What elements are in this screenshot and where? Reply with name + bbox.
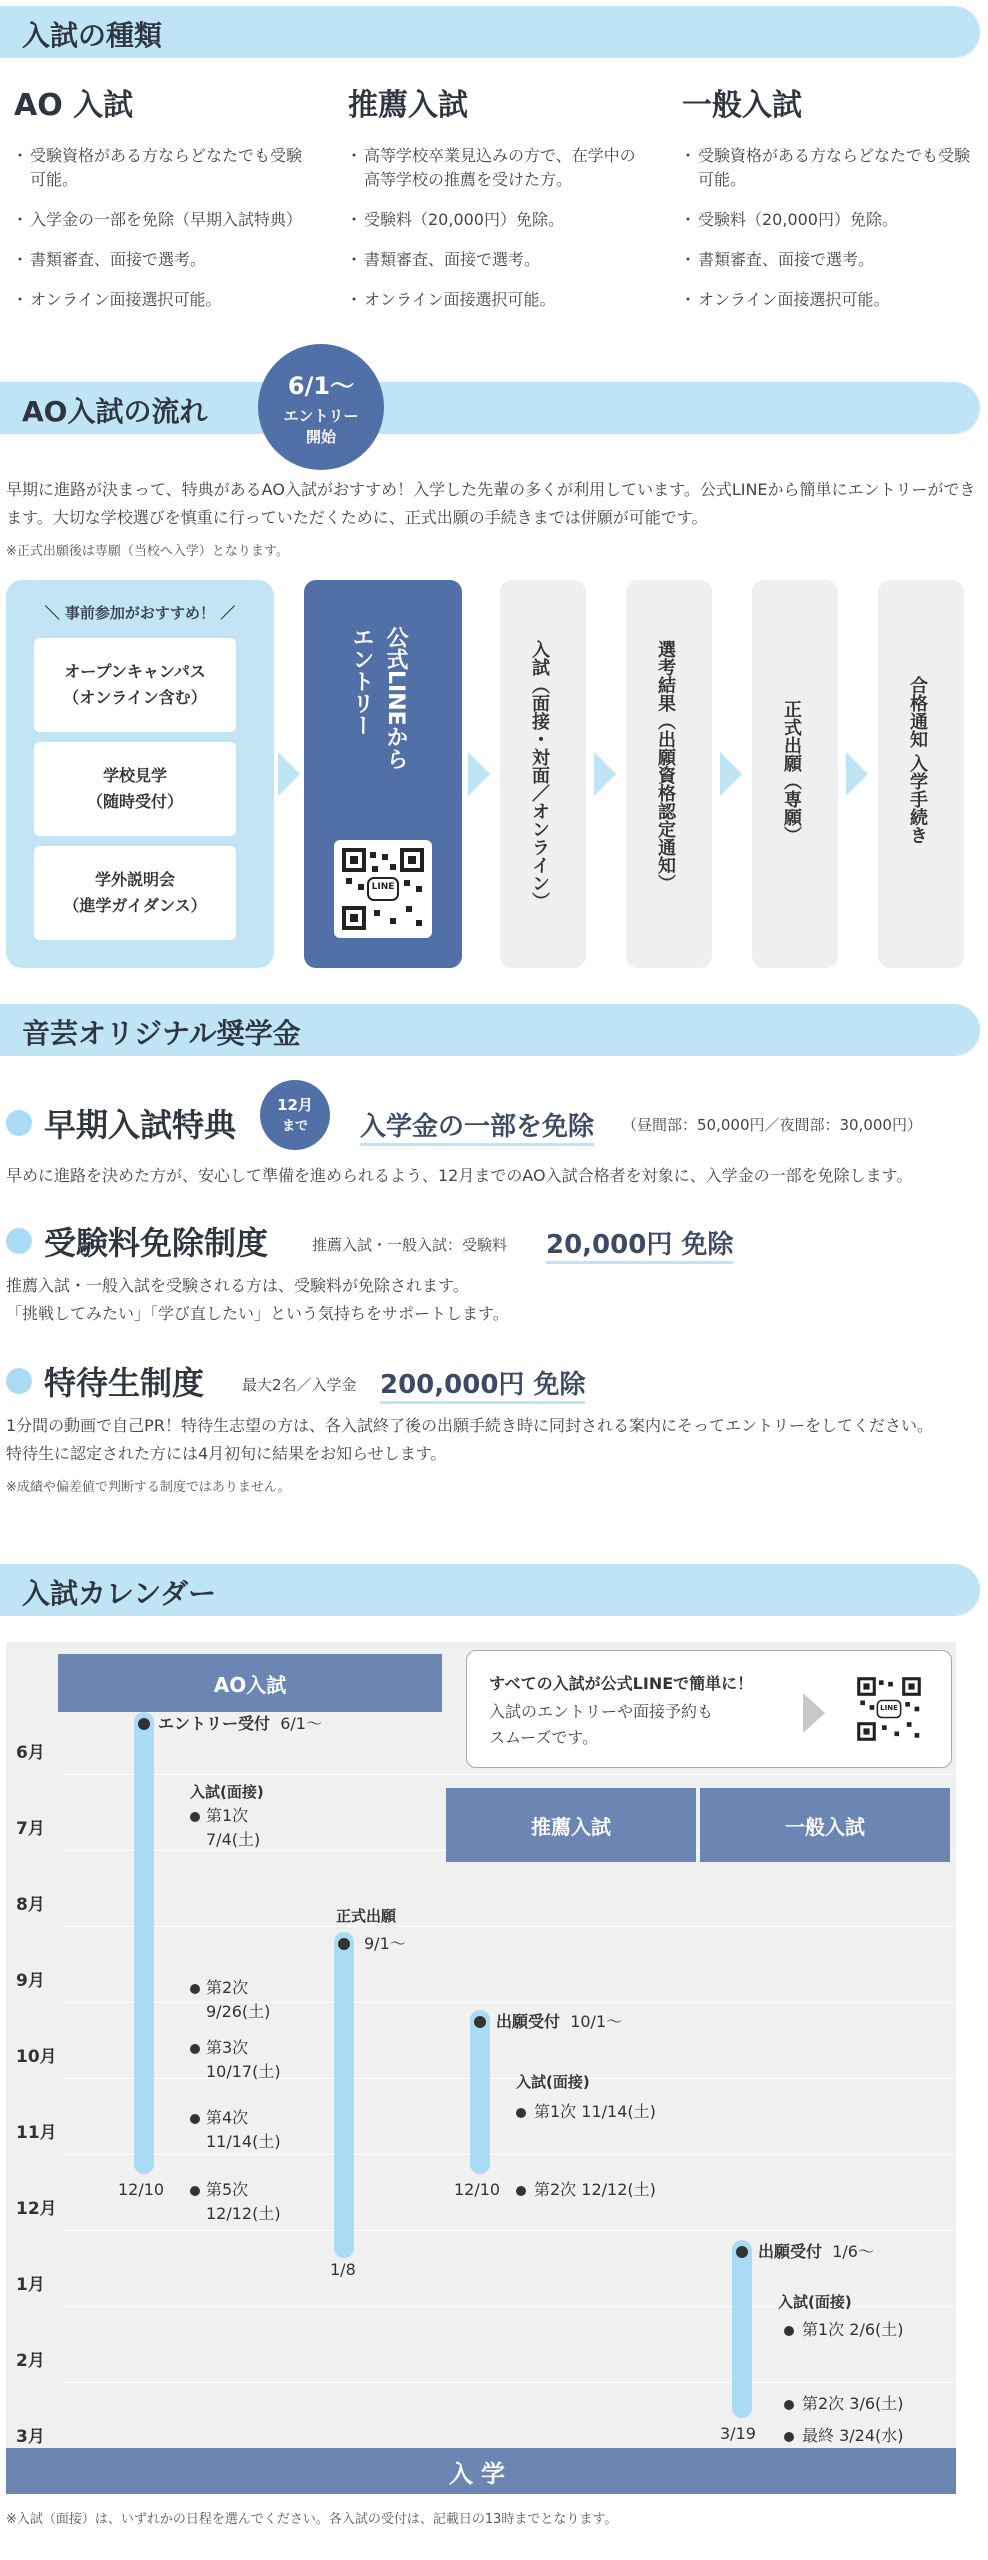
suisen-round2: 第2次 12/12(土) <box>534 2180 656 2199</box>
special-student-desc: 1分間の動画で自己PR！特待生志望の方は、各入試終了後の出願手続き時に同封される案内にそってエントリーをしてください。 <box>6 1416 933 1435</box>
step-acceptance-label: 合格通知 入学手続き <box>907 676 928 845</box>
ao-formal-dot <box>338 1938 350 1950</box>
column-header-ippan: 一般入試 <box>700 1788 950 1862</box>
suisen-round1: 第1次 11/14(土) <box>534 2102 656 2121</box>
ao-round-date: 11/14(土) <box>206 2132 281 2151</box>
grid-line <box>64 2002 954 2003</box>
flow-arrow-icon <box>468 752 490 796</box>
ao-formal-end: 1/8 <box>330 2260 356 2279</box>
type-suisen-item: ・ 書類審査、面接で選考。 <box>348 248 648 272</box>
step-result <box>626 580 712 968</box>
ippan-interview-label: 入試(面接) <box>778 2293 852 2311</box>
ippan-apply-date: 1/6～ <box>832 2242 874 2261</box>
type-suisen-item: ・ 高等学校卒業見込みの方で、在学中の高等学校の推薦を受けた方。 <box>348 144 648 192</box>
column-header-ao: AO入試 <box>58 1654 442 1712</box>
month-label: 10月 <box>16 2047 57 2067</box>
ao-formal-start: 9/1～ <box>364 1934 406 1953</box>
type-suisen-item: ・ 受験料（20,000円）免除。 <box>348 208 648 232</box>
ippan-end: 3/19 <box>720 2424 756 2443</box>
line-note-text2: 入試のエントリーや面接予約も <box>489 1702 714 1721</box>
fee-waiver-desc2: 「挑戦してみたい」「学び直したい」という気持ちをサポートします。 <box>6 1304 509 1323</box>
type-ippan-item: ・ 受験料（20,000円）免除。 <box>682 208 982 232</box>
month-label: 12月 <box>16 2199 57 2219</box>
special-student-sub: 最大2名／入学金 <box>242 1376 357 1394</box>
entry-start-label2: 開始 <box>305 428 336 446</box>
ippan-round2: 第2次 3/6(土) <box>802 2394 904 2413</box>
ao-interview-label: 入試(面接) <box>190 1783 264 1801</box>
flow-arrow-icon <box>594 752 616 796</box>
month-label: 8月 <box>16 1895 45 1915</box>
ao-formal-bar <box>334 1932 354 2258</box>
ao-entry-label <box>158 1712 322 1736</box>
flow-arrow-icon <box>846 752 868 796</box>
column-header-suisen: 推薦入試 <box>446 1788 696 1862</box>
line-qr-code[interactable] <box>334 840 432 938</box>
special-student-desc2: 特待生に認定された方には4月初旬に結果をお知らせします。 <box>6 1444 447 1463</box>
grid-line <box>64 2230 954 2231</box>
scholarship-title: 音芸オリジナル奨学金 <box>22 1017 301 1050</box>
suisen-apply-label <box>496 2010 622 2034</box>
type-suisen-item: ・ オンライン面接選択可能。 <box>348 288 648 312</box>
month-label: 9月 <box>16 1971 45 1991</box>
early-benefit-desc: 早めに進路を決めた方が、安心して準備を進められるよう、12月までのAO入試合格者を対象に、入学金の一部を免除します。 <box>6 1166 913 1185</box>
ippan-round3: 最終 3/24(水) <box>802 2426 904 2445</box>
special-student-title: 特待生制度 <box>44 1364 205 1402</box>
ao-round-date: 12/12(土) <box>206 2204 281 2223</box>
month-label: 2月 <box>16 2351 45 2371</box>
flow-note: ※正式出願後は専願（当校へ入学）となります。 <box>6 544 289 559</box>
entry-start-label: エントリー <box>283 407 359 425</box>
ippan-round-dot <box>784 2326 794 2336</box>
grid-line <box>64 2154 954 2155</box>
line-note-box[interactable] <box>466 1650 952 1768</box>
early-benefit-title: 早期入試特典 <box>44 1106 237 1144</box>
month-label: 6月 <box>16 1743 45 1763</box>
types-title: 入試の種類 <box>22 19 163 52</box>
early-benefit-amount: （昼間部：50,000円／夜間部：30,000円） <box>622 1116 922 1134</box>
ao-round-date: 7/4(土) <box>206 1830 261 1849</box>
line-note-text3: スムーズです。 <box>489 1728 599 1747</box>
ao-entry-bar <box>134 1712 154 2174</box>
bullet-dot <box>6 1368 32 1394</box>
calendar-qr-label: LINE <box>880 1704 898 1712</box>
ao-round-name: 第5次 <box>206 2180 249 2199</box>
entry-start-date: 6/1～ <box>287 372 355 400</box>
open-campus-link[interactable]: オープンキャンパス （オンライン含む） <box>34 638 236 732</box>
type-ippan-heading: 一般入試 <box>682 88 802 123</box>
suisen-end: 12/10 <box>454 2180 501 2199</box>
enrollment-bar: 入学 <box>6 2448 956 2494</box>
guidance-link[interactable]: 学外説明会 （進学ガイダンス） <box>34 846 236 940</box>
month-label: 1月 <box>16 2275 45 2295</box>
ao-entry-date: 6/1～ <box>280 1714 322 1733</box>
flow-title: AO入試の流れ <box>22 395 208 428</box>
type-ippan-item: ・ 書類審査、面接で選考。 <box>682 248 982 272</box>
pre-participation-box <box>6 580 274 968</box>
fee-waiver-highlight: 20,000円 免除 <box>546 1224 733 1264</box>
type-ao-item: ・ 入学金の一部を免除（早期入試特典） <box>14 208 314 232</box>
ippan-apply-label <box>758 2240 874 2264</box>
ao-round-name: 第4次 <box>206 2108 249 2127</box>
ao-round-dot <box>190 2114 200 2124</box>
flow-description: 早期に進路が決まって、特典があるAO入試がおすすめ！入学した先輩の多くが利用しています。公式LINEから簡単にエントリーができます。大切な学校選びを慎重に行っていただくために、正式出願の手続きまでは併願が可能です。 <box>6 480 976 527</box>
pre-participation-title: ＼ 事前参加がおすすめ！ ／ <box>44 604 236 622</box>
special-student-note: ※成績や偏差値で判断する制度ではありません。 <box>6 1480 291 1495</box>
bullet-dot <box>6 1110 32 1136</box>
december-badge <box>260 1080 330 1150</box>
ippan-round-dot <box>784 2432 794 2442</box>
calendar-footnote: ※入試（面接）は、いずれかの日程を選んでください。各入試の受付は、記載日の13時までとなります。 <box>6 2512 618 2527</box>
month-label: 7月 <box>16 1819 45 1839</box>
type-suisen-heading: 推薦入試 <box>348 88 468 123</box>
ippan-apply-bar <box>732 2240 752 2418</box>
ao-round-name: 第3次 <box>206 2038 249 2057</box>
ippan-apply-title: 出願受付 <box>758 2242 823 2261</box>
december-badge-until: まで <box>281 1119 308 1134</box>
type-ao-item: ・ オンライン面接選択可能。 <box>14 288 314 312</box>
step-formal <box>752 580 838 968</box>
ao-round-date: 9/26(土) <box>206 2002 271 2021</box>
fee-waiver-sub: 推薦入試・一般入試：受験料 <box>312 1236 508 1254</box>
line-note-text1: すべての入試が公式LINEで簡単に！ <box>489 1674 754 1693</box>
suisen-apply-bar <box>470 2010 490 2174</box>
calendar-line-qr-code[interactable] <box>851 1671 927 1747</box>
step-formal-label: 正式出願（専願） <box>781 700 802 844</box>
school-visit-link[interactable]: 学校見学 （随時受付） <box>34 742 236 836</box>
flow-arrow-icon <box>720 752 742 796</box>
ao-round-dot <box>190 1984 200 1994</box>
grid-line <box>64 2382 954 2383</box>
type-column-ao <box>14 80 314 328</box>
suisen-apply-dot <box>474 2016 486 2028</box>
type-column-suisen <box>348 80 648 328</box>
bullet-dot <box>6 1228 32 1254</box>
early-benefit-highlight: 入学金の一部を免除 <box>360 1106 594 1146</box>
ao-round-name: 第1次 <box>206 1806 249 1825</box>
entry-start-badge <box>258 344 384 470</box>
ao-round-name: 第2次 <box>206 1978 249 1997</box>
special-student-highlight: 200,000円 免除 <box>380 1364 585 1404</box>
ao-round-dot <box>190 1812 200 1822</box>
ao-formal-label: 正式出願 <box>336 1907 397 1925</box>
grid-line <box>64 1774 954 1775</box>
calendar-title: 入試カレンダー <box>22 1577 217 1610</box>
step-acceptance <box>878 580 964 968</box>
ao-round-dot <box>190 2186 200 2196</box>
fee-waiver-title: 受験料免除制度 <box>44 1224 269 1262</box>
ao-round-dot <box>190 2044 200 2054</box>
suisen-round-dot <box>516 2108 526 2118</box>
month-label: 3月 <box>16 2427 45 2447</box>
suisen-apply-title: 出願受付 <box>496 2012 561 2031</box>
month-label: 11月 <box>16 2123 57 2143</box>
ippan-round-dot <box>784 2400 794 2410</box>
play-arrow-icon <box>803 1693 825 1733</box>
ippan-round1: 第1次 2/6(土) <box>802 2320 904 2339</box>
ippan-apply-dot <box>736 2246 748 2258</box>
step-interview-label: 入試（面接・対面／オンライン） <box>529 640 550 910</box>
grid-line <box>64 2078 954 2079</box>
type-ao-item: ・ 書類審査、面接で選考。 <box>14 248 314 272</box>
suisen-interview-label: 入試(面接) <box>516 2073 590 2091</box>
december-badge-month: 12月 <box>277 1096 313 1114</box>
step-interview <box>500 580 586 968</box>
suisen-apply-date: 10/1～ <box>570 2012 623 2031</box>
fee-waiver-desc: 推薦入試・一般入試を受験される方は、受験料が免除されます。 <box>6 1276 469 1295</box>
ao-entry-title: エントリー受付 <box>158 1714 271 1733</box>
grid-line <box>64 1926 954 1927</box>
ao-round-date: 10/17(土) <box>206 2062 281 2081</box>
ao-entry-dot <box>138 1718 150 1730</box>
flow-arrow-icon <box>278 752 300 796</box>
step-result-label: 選考結果（出願資格認定通知） <box>655 640 676 892</box>
type-ao-heading: AO 入試 <box>14 88 134 123</box>
suisen-round-dot <box>516 2186 526 2196</box>
line-entry-label: 公式LINEから エントリー <box>349 626 408 770</box>
type-ippan-item: ・ 受験資格がある方ならどなたでも受験可能。 <box>682 144 982 192</box>
type-column-ippan <box>682 80 982 328</box>
line-entry-box[interactable] <box>304 580 462 968</box>
type-ippan-item: ・ オンライン面接選択可能。 <box>682 288 982 312</box>
line-qr-label: LINE <box>371 882 395 892</box>
type-ao-item: ・ 受験資格がある方ならどなたでも受験可能。 <box>14 144 314 192</box>
ao-entry-end: 12/10 <box>118 2180 165 2199</box>
